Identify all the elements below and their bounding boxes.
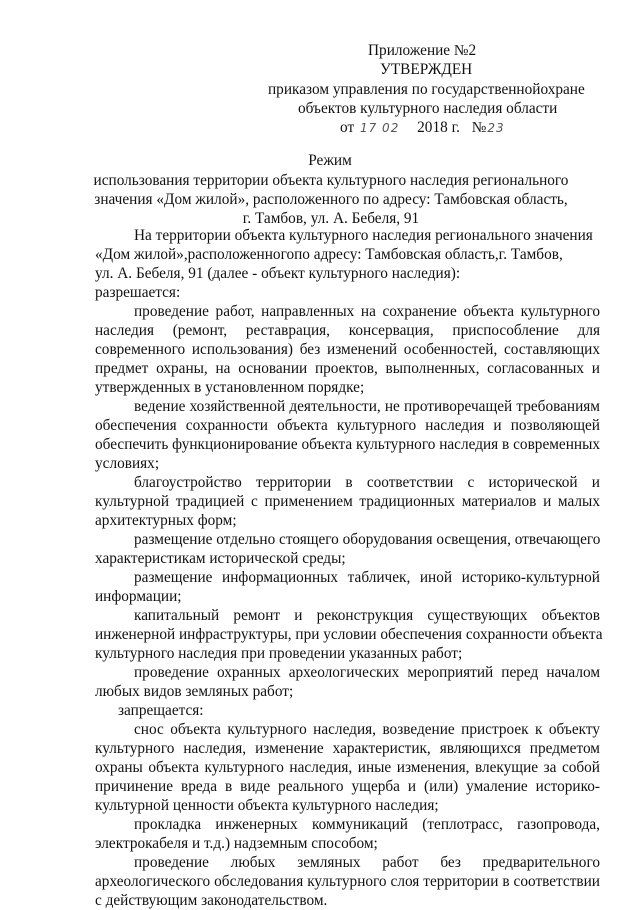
title-line-1: использования территории объекта культурного наследия регионального <box>93 172 569 189</box>
date-prefix: от <box>340 119 355 136</box>
body-line: культурной ценности объекта культурного наследия; <box>95 797 439 814</box>
handwritten-date: 17 02 <box>359 121 400 135</box>
approved-label-text: УТВЕРЖДЕН <box>380 61 473 78</box>
title-line-2: значения «Дом жилой», расположенного по адресу: Тамбовская область, <box>94 191 568 208</box>
body-line: прокладка инженерных коммуникаций (теплотрасс, газопровода, <box>134 816 600 833</box>
body-line: современного использования) без изменений особенностей, составляющих <box>95 341 600 358</box>
body-line: инженерной инфраструктуры, при условии обеспечения сохранности объекта <box>95 626 603 643</box>
body-line: наследия (ремонт, реставрация, консервация, приспособление для <box>95 322 600 339</box>
body-line: условиях; <box>95 455 160 472</box>
body-line: капитальный ремонт и реконструкция существующих объектов <box>134 607 600 624</box>
number-prefix: № <box>471 119 487 136</box>
appendix-label <box>368 42 476 60</box>
body-line: проведение любых земляных работ без предварительного <box>134 854 600 871</box>
body-line: ведение хозяйственной деятельности, не противоречащей требованиям <box>134 398 600 415</box>
body-line: разрешается: <box>95 284 181 301</box>
handwritten-number: 23 <box>487 121 505 135</box>
body-line: обеспечения сохранности объекта культурного наследия и позволяющей <box>95 417 600 434</box>
body-line: проведение работ, направленных на сохранение объекта культурного <box>134 303 600 320</box>
appendix-label-text: Приложение №2 <box>368 42 477 59</box>
body-line: снос объекта культурного наследия, возведение пристроек к объекту <box>134 721 600 738</box>
body-line: благоустройство территории в соответствии с исторической и <box>134 474 600 491</box>
body-line: обеспечить функционирование объекта культурного наследия в современных <box>95 436 600 453</box>
body-line: культурного наследия, изменение характеристик, являющихся предметом <box>95 740 600 757</box>
order-line-1-text: приказом управления по государственнойохране <box>268 81 585 98</box>
order-year: 2018 г. <box>417 119 460 136</box>
body-line: с действующим законодательством. <box>95 892 328 909</box>
body-line: любых видов земляных работ; <box>95 683 294 700</box>
order-line-2-text: объектов культурного наследия области <box>298 100 558 117</box>
body-line: проведение охранных археологических мероприятий перед началом <box>134 664 600 681</box>
body-line: культурного наследия при проведении указанных работ; <box>95 645 463 662</box>
approved-label <box>380 61 472 79</box>
body-line: причинение вреда в виде реального ущерба и (или) умаление историко- <box>95 778 600 795</box>
body-line: характеристикам исторической среды; <box>95 550 346 567</box>
body-line: размещение информационных табличек, иной историко-культурной <box>134 569 600 586</box>
body-line: ул. А. Бебеля, 91 (далее - объект культурного наследия): <box>95 265 461 282</box>
title-line-3: г. Тамбов, ул. А. Бебеля, 91 <box>242 210 420 227</box>
body-line: архитектурных форм; <box>95 512 237 529</box>
body-line: «Дом жилой»,расположенногопо адресу: Тамбовская область,г. Тамбов, <box>95 246 563 263</box>
body-line: размещение отдельно стоящего оборудования освещения, отвечающего <box>134 531 601 548</box>
order-line-2 <box>298 100 557 118</box>
body-line: культурной традицией с применением традиционных материалов и малых <box>95 493 600 510</box>
order-date-line <box>340 119 505 137</box>
body-line: археологического обследования культурного слоя территории в соответствии <box>95 873 600 890</box>
body-line: На территории объекта культурного наследия регионального значения <box>134 227 593 244</box>
order-line-1 <box>268 81 585 99</box>
body-line: запрещается: <box>118 702 204 719</box>
body-line: электрокабеля и т.д.) надземным способом; <box>95 835 378 852</box>
body-line: утвержденных в установленном порядке; <box>95 379 365 396</box>
body-line: охраны объекта культурного наследия, иные изменения, влекущие за собой <box>95 759 600 776</box>
regime-heading: Режим <box>308 152 352 169</box>
body-line: информации; <box>95 588 182 605</box>
body-line: предмет охраны, на основании проектов, выполненных, согласованных и <box>95 360 600 377</box>
